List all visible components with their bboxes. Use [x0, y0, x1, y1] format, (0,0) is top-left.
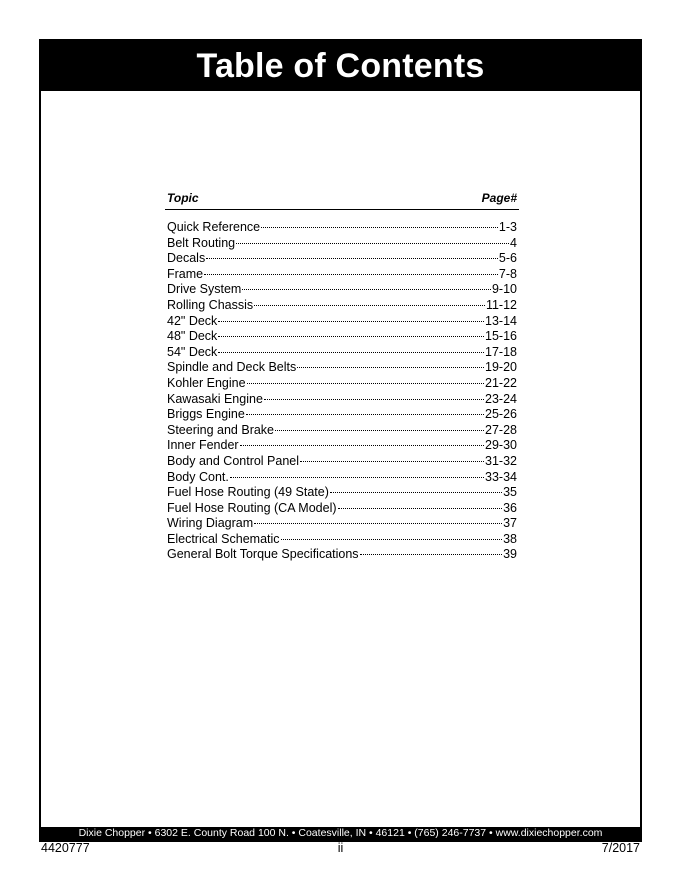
- toc-entry: [167, 282, 517, 298]
- toc-entry-topic: Fuel Hose Routing (CA Model): [167, 500, 337, 515]
- toc-entry: [167, 220, 517, 236]
- toc-entry-page: 13-14: [485, 313, 517, 328]
- toc-entry: [167, 251, 517, 267]
- toc-entry-page: 27-28: [485, 422, 517, 437]
- toc-entry: [167, 454, 517, 470]
- dot-leader: [246, 413, 484, 415]
- toc-entry: [167, 501, 517, 517]
- dot-leader: [240, 444, 484, 446]
- dot-leader: [230, 476, 484, 478]
- page-column-header: Page#: [481, 191, 517, 205]
- toc-entry: [167, 236, 517, 252]
- dot-leader: [218, 351, 484, 353]
- toc-entry-page: 15-16: [485, 329, 517, 344]
- dot-leader: [206, 257, 498, 259]
- toc-entry: [167, 392, 517, 408]
- toc-entry-topic: Kohler Engine: [167, 375, 246, 390]
- toc-entry-page: 11-12: [485, 297, 517, 312]
- page-frame: [39, 39, 642, 842]
- dot-leader: [281, 538, 503, 540]
- toc-entry: [167, 298, 517, 314]
- toc-entry: [167, 516, 517, 532]
- toc-entry-topic: Wiring Diagram: [167, 516, 254, 531]
- dot-leader: [264, 398, 484, 400]
- dot-leader: [330, 491, 502, 493]
- toc-entry-page: 33-34: [485, 469, 517, 484]
- revision-date: 7/2017: [601, 841, 640, 855]
- toc-entry-page: 1-3: [498, 220, 517, 234]
- toc-entry-page: 25-26: [485, 407, 517, 422]
- dot-leader: [275, 429, 484, 431]
- toc-entry-page: 7-8: [498, 266, 517, 281]
- toc-entry: [167, 547, 517, 563]
- page-title: Table of Contents: [196, 46, 485, 85]
- toc-entry-topic: Briggs Engine: [167, 407, 245, 422]
- toc-list: [165, 220, 519, 563]
- toc-entry-topic: Frame: [167, 266, 204, 281]
- toc-entry-page: 29-30: [485, 438, 517, 453]
- toc-entry: [167, 314, 517, 330]
- toc-entry-topic: Inner Fender: [167, 438, 239, 453]
- toc-entry-topic: Kawasaki Engine: [167, 391, 263, 406]
- toc-entry-topic: Steering and Brake: [167, 422, 275, 437]
- dot-leader: [338, 507, 503, 509]
- dot-leader: [236, 242, 509, 244]
- toc-entry-topic: Quick Reference: [167, 220, 261, 234]
- toc-entry: [167, 267, 517, 283]
- toc-entry: [167, 470, 517, 486]
- dot-leader: [218, 320, 484, 322]
- toc-entry-topic: Decals: [167, 251, 206, 266]
- toc-entry-topic: Rolling Chassis: [167, 297, 254, 312]
- topic-column-header: Topic: [167, 191, 199, 205]
- toc-entry: [167, 329, 517, 345]
- toc-entry: [167, 485, 517, 501]
- dot-leader: [261, 226, 498, 228]
- toc-entry: [167, 360, 517, 376]
- toc-entry-topic: Electrical Schematic: [167, 531, 280, 546]
- dot-leader: [242, 288, 491, 290]
- toc-entry-topic: Drive System: [167, 282, 242, 297]
- title-bar: [41, 41, 640, 91]
- toc-entry-page: 17-18: [485, 344, 517, 359]
- toc-entry: [167, 407, 517, 423]
- toc-entry-page: 23-24: [485, 391, 517, 406]
- dot-leader: [360, 553, 503, 555]
- toc-entry: [167, 423, 517, 439]
- toc-entry-page: 38: [503, 531, 517, 546]
- toc-entry: [167, 438, 517, 454]
- toc-entry-topic: 48" Deck: [167, 329, 218, 344]
- dot-leader: [218, 335, 484, 337]
- toc-entry-page: 39: [503, 547, 517, 562]
- toc-entry-page: 31-32: [485, 453, 517, 468]
- toc-entry-topic: Fuel Hose Routing (49 State): [167, 485, 329, 500]
- toc-entry-topic: Body Cont.: [167, 469, 229, 484]
- toc-entry-topic: 54" Deck: [167, 344, 218, 359]
- dot-leader: [254, 304, 485, 306]
- toc-entry-page: 21-22: [485, 375, 517, 390]
- table-of-contents: [165, 191, 519, 563]
- toc-entry: [167, 532, 517, 548]
- dot-leader: [247, 382, 484, 384]
- toc-header: [165, 191, 519, 210]
- toc-entry-page: 35: [503, 485, 517, 500]
- dot-leader: [300, 460, 484, 462]
- toc-entry: [167, 345, 517, 361]
- page-footer: [41, 841, 640, 855]
- toc-entry-topic: General Bolt Torque Specifications: [167, 547, 359, 562]
- toc-entry: [167, 376, 517, 392]
- part-number: 4420777: [41, 841, 90, 855]
- toc-entry-topic: Body and Control Panel: [167, 453, 300, 468]
- toc-entry-topic: Belt Routing: [167, 235, 236, 250]
- toc-entry-page: 9-10: [491, 282, 517, 297]
- footer-address-bar: Dixie Chopper • 6302 E. County Road 100 N. • Coatesville, IN • 46121 • (765) 246-7737 • www.dixiechopper.com: [41, 827, 640, 840]
- toc-entry-topic: Spindle and Deck Belts: [167, 360, 297, 375]
- dot-leader: [204, 273, 498, 275]
- toc-entry-page: 19-20: [485, 360, 517, 375]
- toc-entry-page: 4: [510, 235, 517, 250]
- page-number: ii: [337, 841, 344, 855]
- toc-entry-page: 5-6: [498, 251, 517, 266]
- toc-entry-page: 37: [503, 516, 517, 531]
- dot-leader: [297, 366, 484, 368]
- toc-entry-page: 36: [503, 500, 517, 515]
- dot-leader: [254, 522, 502, 524]
- toc-entry-topic: 42" Deck: [167, 313, 218, 328]
